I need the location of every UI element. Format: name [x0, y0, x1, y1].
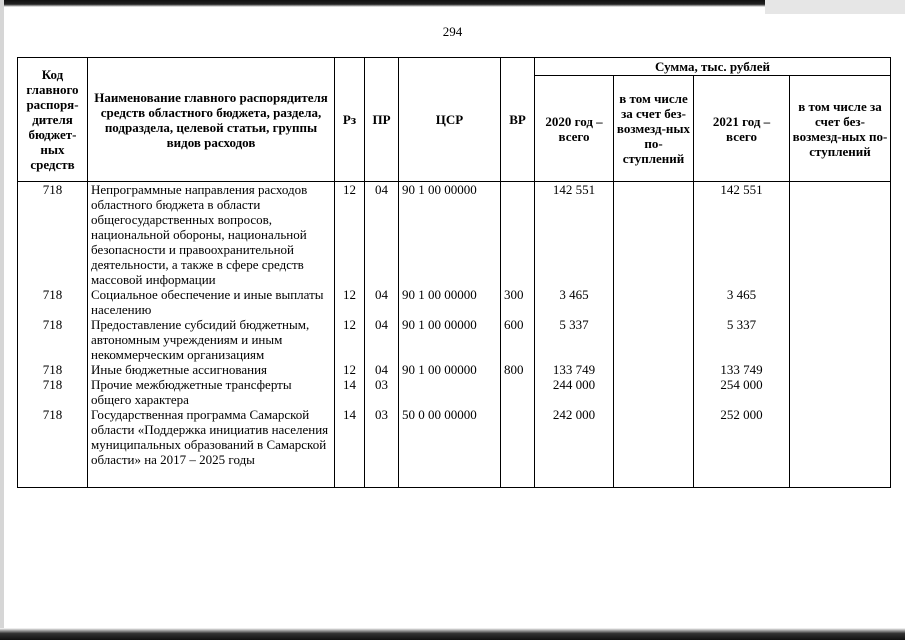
cell-2021-free: [790, 182, 891, 288]
cell-rz: 12: [335, 362, 365, 377]
table-row: [18, 317, 891, 362]
header-name: Наименование главного распорядителя средств областного бюджета, раздела, подраздела, целевой статьи, группы видов расходов: [88, 58, 335, 182]
cell-2021-free: [790, 317, 891, 362]
cell-code: 718: [18, 182, 88, 288]
cell-2020-free: [614, 407, 694, 488]
cell-csr: 90 1 00 00000: [399, 182, 501, 288]
cell-2020-free: [614, 182, 694, 288]
header-2020-free: в том числе за счет без-возмезд-ных по-ступлений: [614, 76, 694, 182]
table-row: [18, 407, 891, 488]
cell-code: 718: [18, 377, 88, 407]
cell-vr: 600: [501, 317, 535, 362]
header-csr: ЦСР: [399, 58, 501, 182]
header-rz: Рз: [335, 58, 365, 182]
cell-name: Непрограммные направления расходов областного бюджета в области общегосударственных вопросов, национальной обороны, национальной безопасности и правоохранительной деятельности, а также в сфере средств массовой информации: [88, 182, 335, 288]
cell-code: 718: [18, 317, 88, 362]
cell-2020-free: [614, 377, 694, 407]
cell-pr: 03: [365, 377, 399, 407]
cell-code: 718: [18, 287, 88, 317]
cell-2021-total: 5 337: [694, 317, 790, 362]
cell-code: 718: [18, 362, 88, 377]
cell-2020-free: [614, 362, 694, 377]
cell-pr: 04: [365, 287, 399, 317]
table-row: [18, 377, 891, 407]
cell-2020-total: 5 337: [535, 317, 614, 362]
cell-2021-total: 252 000: [694, 407, 790, 488]
cell-2021-free: [790, 287, 891, 317]
header-code: Код главного распоря-дителя бюджет-ных средств: [18, 58, 88, 182]
cell-code: 718: [18, 407, 88, 488]
cell-2020-total: 244 000: [535, 377, 614, 407]
cell-2020-total: 142 551: [535, 182, 614, 288]
cell-2021-total: 254 000: [694, 377, 790, 407]
cell-2020-total: 242 000: [535, 407, 614, 488]
cell-2021-free: [790, 407, 891, 488]
cell-csr: 90 1 00 00000: [399, 287, 501, 317]
cell-2020-free: [614, 287, 694, 317]
cell-csr: 90 1 00 00000: [399, 362, 501, 377]
cell-csr: [399, 377, 501, 407]
scan-corner-shade: [765, 0, 905, 14]
cell-2021-total: 133 749: [694, 362, 790, 377]
cell-pr: 03: [365, 407, 399, 488]
cell-2021-free: [790, 362, 891, 377]
cell-rz: 14: [335, 377, 365, 407]
scan-left-edge: [0, 0, 4, 640]
header-2021-total: 2021 год – всего: [694, 76, 790, 182]
cell-name: Государственная программа Самарской области «Поддержка инициатив населения муниципальных образований в Самарской области» на 2017 – 2025 годы: [88, 407, 335, 488]
cell-2021-total: 3 465: [694, 287, 790, 317]
cell-vr: [501, 377, 535, 407]
budget-table-wrapper: [17, 57, 891, 488]
header-vr: ВР: [501, 58, 535, 182]
cell-csr: 90 1 00 00000: [399, 317, 501, 362]
cell-pr: 04: [365, 317, 399, 362]
header-sum-group: Сумма, тыс. рублей: [535, 58, 891, 76]
cell-2020-free: [614, 317, 694, 362]
cell-2021-total: 142 551: [694, 182, 790, 288]
cell-rz: 14: [335, 407, 365, 488]
cell-rz: 12: [335, 182, 365, 288]
cell-vr: [501, 182, 535, 288]
cell-pr: 04: [365, 182, 399, 288]
cell-name: Прочие межбюджетные трансферты общего характера: [88, 377, 335, 407]
table-row: [18, 182, 891, 288]
cell-vr: [501, 407, 535, 488]
header-pr: ПР: [365, 58, 399, 182]
cell-pr: 04: [365, 362, 399, 377]
table-row: [18, 287, 891, 317]
header-2020-total: 2020 год – всего: [535, 76, 614, 182]
cell-name: Иные бюджетные ассигнования: [88, 362, 335, 377]
cell-2020-total: 3 465: [535, 287, 614, 317]
cell-2020-total: 133 749: [535, 362, 614, 377]
cell-rz: 12: [335, 287, 365, 317]
cell-2021-free: [790, 377, 891, 407]
cell-vr: 300: [501, 287, 535, 317]
budget-table: [17, 57, 891, 488]
page-number: 294: [442, 24, 463, 39]
cell-name: Социальное обеспечение и иные выплаты населению: [88, 287, 335, 317]
scan-bottom-edge: [0, 628, 905, 640]
cell-csr: 50 0 00 00000: [399, 407, 501, 488]
cell-rz: 12: [335, 317, 365, 362]
cell-name: Предоставление субсидий бюджетным, автономным учреждениям и иным некоммерческим организациям: [88, 317, 335, 362]
cell-vr: 800: [501, 362, 535, 377]
table-row: [18, 362, 891, 377]
header-2021-free: в том числе за счет без-возмезд-ных по-ступлений: [790, 76, 891, 182]
